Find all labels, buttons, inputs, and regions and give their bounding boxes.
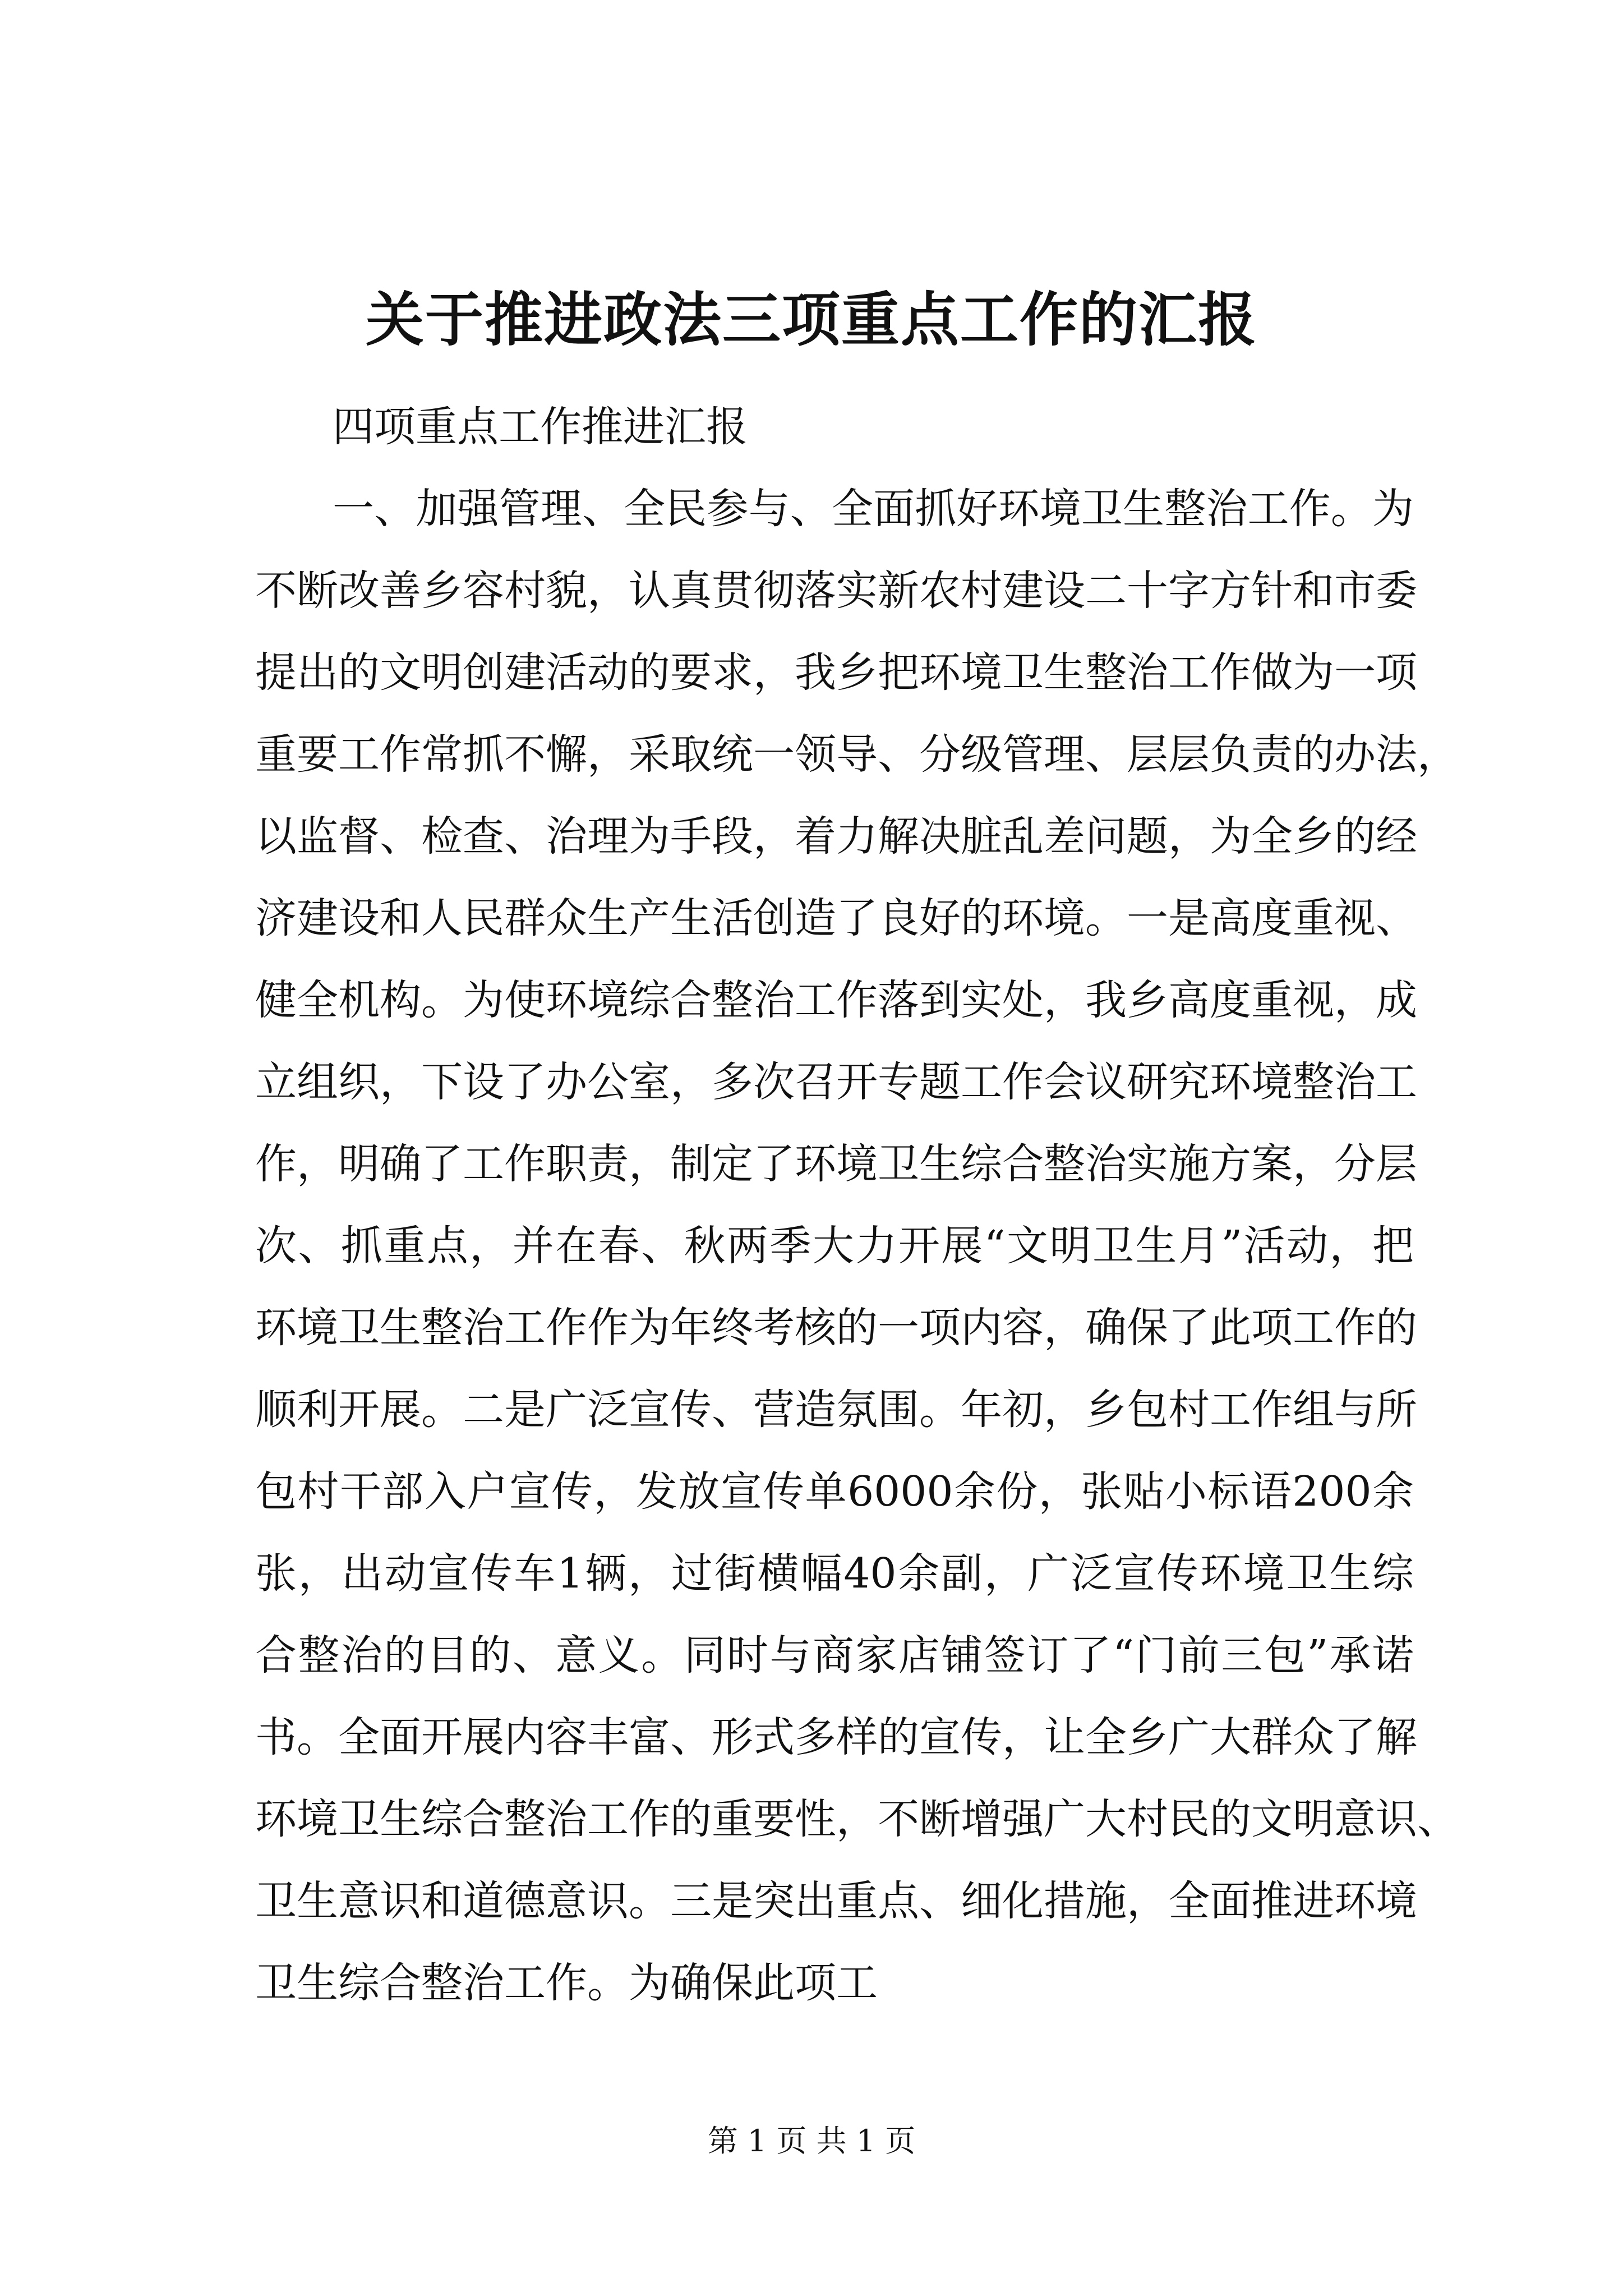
paragraph-line: 重要工作常抓不懈，采取统一领导、分级管理、层层负责的办法，: [255, 730, 1459, 779]
paragraph-line: 环境卫生综合整治工作的重要性，不断增强广大村民的文明意识、: [255, 1795, 1459, 1843]
paragraph-line-last: 卫生综合整治工作。为确保此项工: [255, 1959, 878, 2007]
paragraph-line: 不断改善乡容村貌，认真贯彻落实新农村建设二十字方针和市委: [255, 567, 1417, 615]
paragraph-line: 环境卫生整治工作作为年终考核的一项内容，确保了此项工作的: [255, 1304, 1417, 1352]
paragraph-line: 作，明确了工作职责，制定了环境卫生综合整治实施方案，分层: [255, 1140, 1417, 1188]
document-body: [255, 386, 1459, 2024]
paragraph-line: 书。全面开展内容丰富、形式多样的宣传，让全乡广大群众了解: [255, 1713, 1417, 1761]
paragraph-line: 次、抓重点，并在春、秋两季大力开展“文明卫生月”活动，把: [255, 1222, 1414, 1270]
subtitle-line: 四项重点工作推进汇报: [333, 403, 748, 451]
paragraph-line: 一、加强管理、全民参与、全面抓好环境卫生整治工作。为: [333, 485, 1414, 533]
paragraph-line: 包村干部入户宣传，发放宣传单6000余份，张贴小标语200余: [255, 1467, 1414, 1516]
paragraph-line: 立组织，下设了办公室，多次召开专题工作会议研究环境整治工: [255, 1058, 1417, 1106]
paragraph-line: 顺利开展。二是广泛宣传、营造氛围。年初，乡包村工作组与所: [255, 1386, 1417, 1434]
paragraph-line: 济建设和人民群众生产生活创造了良好的环境。一是高度重视、: [255, 894, 1417, 942]
paragraph-line: 合整治的目的、意义。同时与商家店铺签订了“门前三包”承诺: [255, 1631, 1414, 1680]
paragraph-line: 提出的文明创建活动的要求，我乡把环境卫生整治工作做为一项: [255, 648, 1417, 697]
paragraph-line: 以监督、检查、治理为手段，着力解决脏乱差问题，为全乡的经: [255, 812, 1417, 861]
paragraph-line: 卫生意识和道德意识。三是突出重点、细化措施，全面推进环境: [255, 1877, 1417, 1925]
paragraph-line: 健全机构。为使环境综合整治工作落到实处，我乡高度重视，成: [255, 976, 1417, 1024]
page-number-footer: 第 1 页 共 1 页: [707, 2123, 916, 2159]
paragraph-line: 张，出动宣传车1辆，过街横幅40余副，广泛宣传环境卫生综: [255, 1549, 1414, 1598]
document-title: 关于推进政法三项重点工作的汇报: [365, 285, 1257, 354]
